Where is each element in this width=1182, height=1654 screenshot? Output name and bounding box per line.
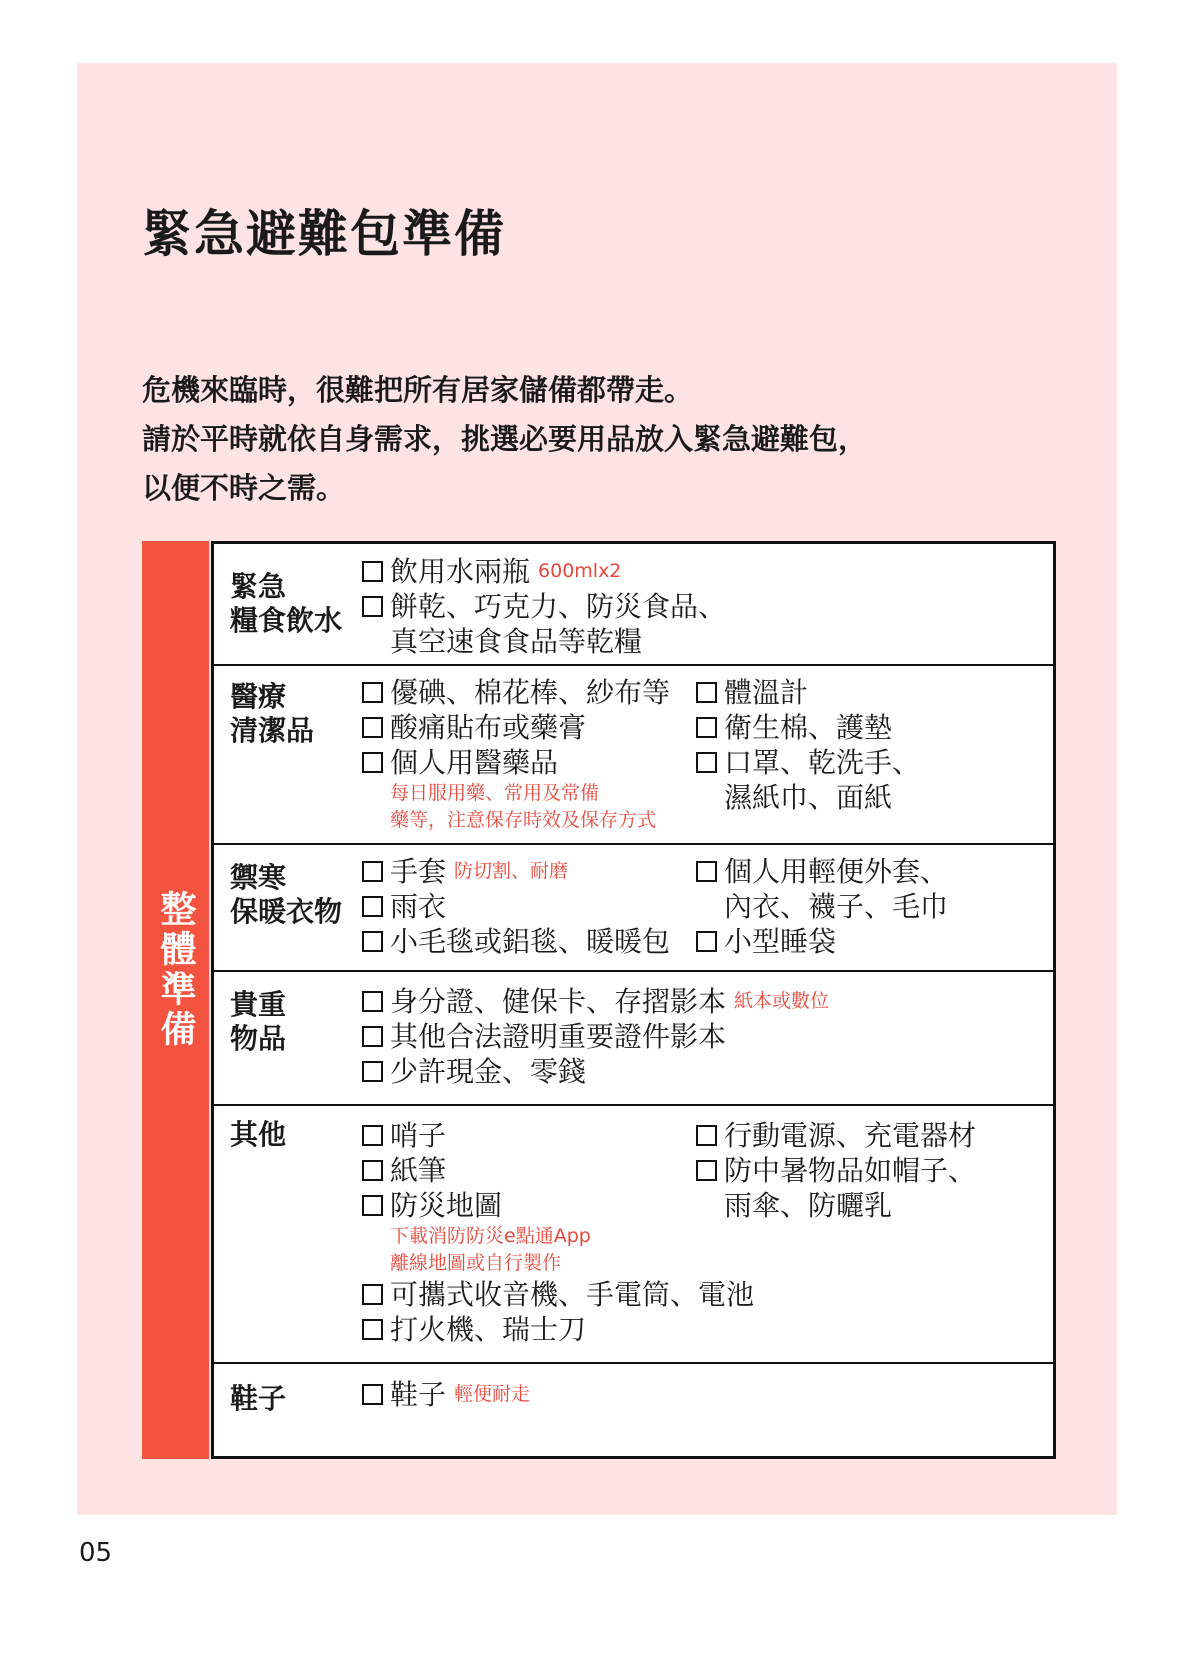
items-column-left [362, 854, 670, 959]
checkbox[interactable] [696, 1125, 717, 1146]
checkbox[interactable] [362, 1319, 383, 1340]
checklist-item[interactable]: 雨衣 [362, 889, 670, 924]
intro-line: 危機來臨時，很難把所有居家儲備都帶走。 [142, 373, 694, 407]
checkbox[interactable] [362, 1125, 383, 1146]
sidebar-label: 整體準備 [155, 890, 196, 1050]
item-continuation: 真空速食食品等乾糧 [390, 625, 643, 658]
checkbox[interactable] [362, 896, 383, 917]
checkbox[interactable] [362, 752, 383, 773]
row-other [214, 1106, 1053, 1364]
row-food-water [214, 544, 1053, 666]
checkbox[interactable] [696, 861, 717, 882]
sidebar-band [142, 541, 209, 1459]
item-note: 600mlx2 [538, 560, 622, 582]
checkbox[interactable] [696, 931, 717, 952]
items-column-right [696, 854, 948, 959]
category-label: 醫療 清潔品 [230, 680, 315, 747]
checklist-item[interactable]: 小毛毯或鋁毯、暖暖包 [362, 924, 670, 959]
item-note: 藥等，注意保存時效及保存方式 [390, 809, 657, 831]
checkbox[interactable] [362, 561, 383, 582]
checkbox[interactable] [696, 1160, 717, 1181]
checkbox[interactable] [362, 991, 383, 1012]
items-column-right [696, 1118, 976, 1223]
checklist-item[interactable]: 手套 防切割、耐磨 [362, 854, 670, 889]
checkbox[interactable] [362, 717, 383, 738]
page-number: 05 [79, 1538, 113, 1568]
checklist-item[interactable]: 打火機、瑞士刀 [362, 1312, 754, 1347]
checklist-item[interactable]: 防中暑物品如帽子、 [696, 1153, 976, 1188]
checkbox[interactable] [362, 682, 383, 703]
checklist-item[interactable]: 小型睡袋 [696, 924, 948, 959]
checkbox[interactable] [362, 1026, 383, 1047]
checkbox[interactable] [362, 931, 383, 952]
checklist-item[interactable]: 口罩、乾洗手、 [696, 745, 920, 780]
intro-text [142, 366, 867, 513]
checklist-item[interactable]: 防災地圖 [362, 1188, 754, 1223]
checklist-item[interactable]: 衛生棉、護墊 [696, 710, 920, 745]
checkbox[interactable] [362, 861, 383, 882]
intro-line: 請於平時就依自身需求，挑選必要用品放入緊急避難包， [142, 422, 868, 456]
checkbox[interactable] [362, 1061, 383, 1082]
items-column [362, 984, 829, 1089]
checklist-item[interactable]: 飲用水兩瓶 600mlx2 [362, 554, 726, 589]
checklist-item[interactable]: 個人用輕便外套、 [696, 854, 948, 889]
checklist-table [211, 541, 1056, 1459]
category-label: 貴重 物品 [230, 988, 287, 1055]
checkbox[interactable] [362, 1195, 383, 1216]
checklist-item[interactable]: 酸痛貼布或藥膏 [362, 710, 670, 745]
checkbox[interactable] [696, 682, 717, 703]
item-note: 紙本或數位 [734, 990, 830, 1012]
checklist-item[interactable]: 其他合法證明重要證件影本 [362, 1019, 829, 1054]
item-note: 輕便耐走 [454, 1383, 531, 1405]
category-label: 鞋子 [230, 1382, 287, 1415]
category-label: 禦寒 保暖衣物 [230, 861, 343, 928]
item-continuation: 雨傘、防曬乳 [724, 1189, 893, 1222]
page-title: 緊急避難包準備 [142, 205, 506, 263]
items-column [362, 1377, 530, 1412]
checkbox[interactable] [696, 717, 717, 738]
checklist-item[interactable]: 鞋子 輕便耐走 [362, 1377, 530, 1412]
item-note: 每日服用藥、常用及常備 [390, 782, 600, 804]
item-note: 下載消防防災e點通App [390, 1225, 591, 1247]
checklist-item[interactable]: 少許現金、零錢 [362, 1054, 829, 1089]
category-label: 其他 [230, 1118, 287, 1151]
checklist-item[interactable]: 可攜式收音機、手電筒、電池 [362, 1277, 754, 1312]
checklist-item[interactable]: 體溫計 [696, 675, 920, 710]
checkbox[interactable] [362, 596, 383, 617]
checklist-item[interactable]: 身分證、健保卡、存摺影本 紙本或數位 [362, 984, 829, 1019]
items-column-left [362, 675, 670, 834]
checklist-item[interactable]: 餅乾、巧克力、防災食品、 [362, 589, 726, 624]
category-label: 緊急 糧食飲水 [230, 570, 343, 637]
checklist-item[interactable]: 紙筆 [362, 1153, 754, 1188]
item-continuation: 濕紙巾、面紙 [724, 781, 893, 814]
checkbox[interactable] [696, 752, 717, 773]
row-shoes [214, 1364, 1053, 1456]
row-clothing [214, 845, 1053, 972]
checkbox[interactable] [362, 1284, 383, 1305]
items-column [362, 554, 726, 659]
row-valuables [214, 972, 1053, 1106]
item-note: 離線地圖或自行製作 [390, 1252, 562, 1274]
checkbox[interactable] [362, 1160, 383, 1181]
item-note: 防切割、耐磨 [454, 860, 569, 882]
items-column-right [696, 675, 920, 815]
checklist-item[interactable]: 優碘、棉花棒、紗布等 [362, 675, 670, 710]
checklist-item[interactable]: 哨子 [362, 1118, 754, 1153]
item-continuation: 內衣、襪子、毛巾 [724, 890, 949, 923]
checkbox[interactable] [362, 1384, 383, 1405]
row-medical [214, 666, 1053, 845]
checklist-item[interactable]: 個人用醫藥品 [362, 745, 670, 780]
checklist-item[interactable]: 行動電源、充電器材 [696, 1118, 976, 1153]
intro-line: 以便不時之需。 [142, 471, 346, 505]
